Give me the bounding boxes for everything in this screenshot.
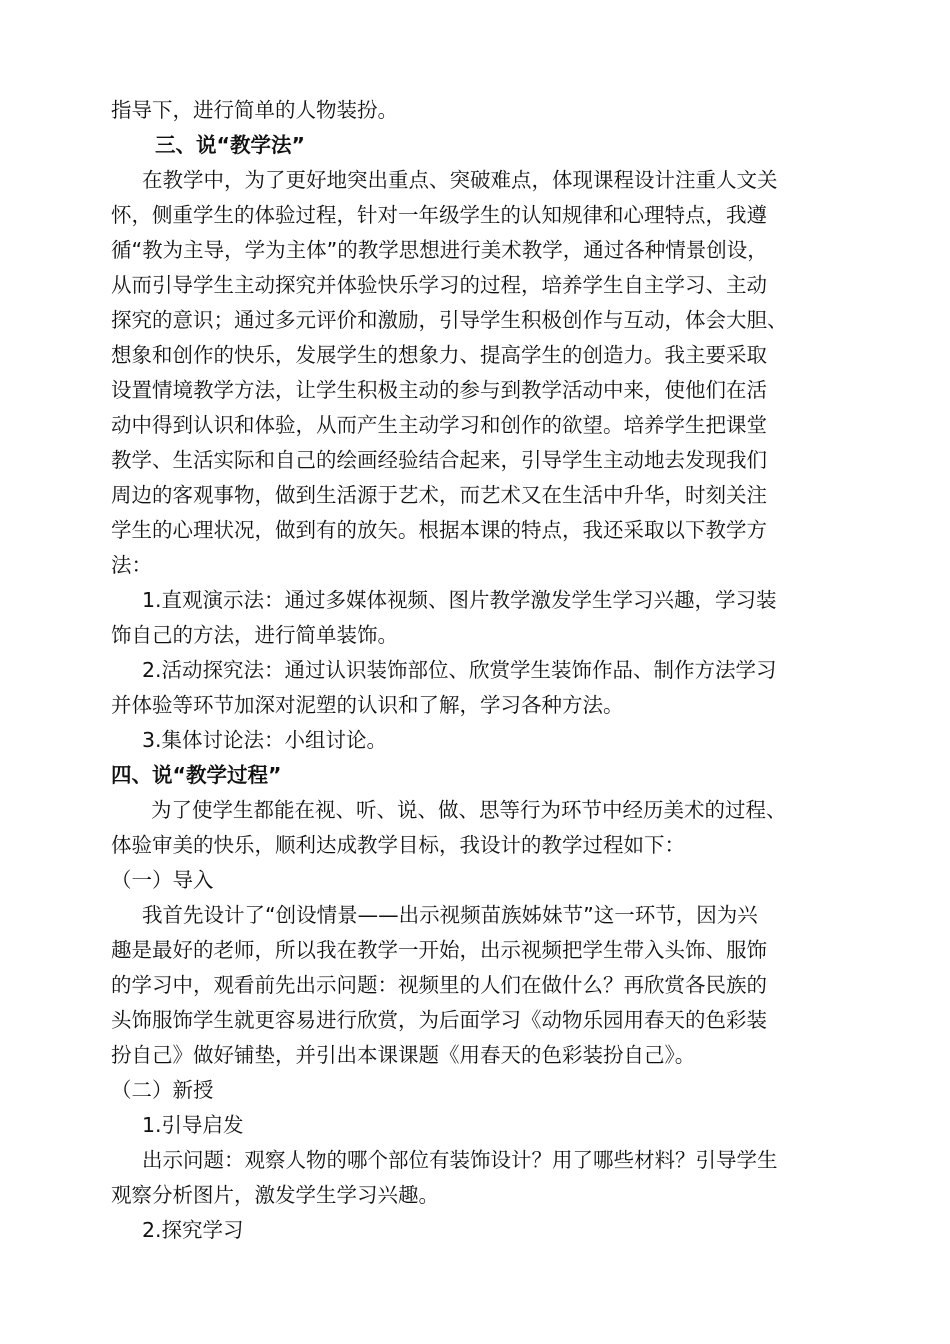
text-line: 的学习中，观看前先出示问题：视频里的人们在做什么？再欣赏各民族的 [111,973,767,997]
list-item: 1.直观演示法：通过多媒体视频、图片教学激发学生学习兴趣，学习装 [142,588,777,612]
text-line: 从而引导学生主动探究并体验快乐学习的过程，培养学生自主学习、主动 [111,273,767,297]
text-line: 教学、生活实际和自己的绘画经验结合起来，引导学生主动地去发现我们 [111,448,767,472]
text-line: 观察分析图片，激发学生学习兴趣。 [111,1183,439,1207]
text-line: 想象和创作的快乐，发展学生的想象力、提高学生的创造力。我主要采取 [111,343,767,367]
text-line: 并体验等环节加深对泥塑的认识和了解，学习各种方法。 [111,693,624,717]
text-line: 我首先设计了“创设情景——出示视频苗族姊妹节”这一环节，因为兴 [142,903,758,927]
text-line: 体验审美的快乐，顺利达成教学目标，我设计的教学过程如下： [111,833,685,857]
text-line: 周边的客观事物，做到生活源于艺术，而艺术又在生活中升华，时刻关注 [111,483,767,507]
text-line: 法： [111,553,152,577]
text-line: 怀，侧重学生的体验过程，针对一年级学生的认知规律和心理特点，我遵 [111,203,767,227]
text-line: 学生的心理状况，做到有的放矢。根据本课的特点，我还采取以下教学方 [111,518,767,542]
text-line: 动中得到认识和体验，从而产生主动学习和创作的欲望。培养学生把课堂 [111,413,767,437]
subsection-heading-new-lesson: （二）新授 [111,1078,214,1102]
text-line: 出示问题：观察人物的哪个部位有装饰设计？用了哪些材料？引导学生 [142,1148,778,1172]
text-line: 饰自己的方法，进行简单装饰。 [111,623,398,647]
text-line: 设置情境教学方法，让学生积极主动的参与到教学活动中来，使他们在活 [111,378,767,402]
list-item: 1.引导启发 [142,1113,244,1137]
subsection-heading-intro: （一）导入 [111,868,214,892]
section-heading-teaching-process: 四、说“教学过程” [111,763,282,787]
list-item: 2.探究学习 [142,1218,244,1242]
text-line: 在教学中，为了更好地突出重点、突破难点，体现课程设计注重人文关 [142,168,778,192]
text-line: 趣是最好的老师，所以我在教学一开始，出示视频把学生带入头饰、服饰 [111,938,767,962]
list-item: 2.活动探究法：通过认识装饰部位、欣赏学生装饰作品、制作方法学习 [142,658,777,682]
text-line: 为了使学生都能在视、听、说、做、思等行为环节中经历美术的过程、 [151,798,787,822]
text-line: 探究的意识；通过多元评价和激励，引导学生积极创作与互动，体会大胆、 [111,308,788,332]
section-heading-teaching-methods: 三、说“教学法” [155,133,305,157]
text-line: 循“教为主导，学为主体”的教学思想进行美术教学，通过各种情景创设， [111,238,768,262]
text-line: 指导下，进行简单的人物装扮。 [111,98,398,122]
list-item: 3.集体讨论法：小组讨论。 [142,728,388,752]
text-line: 扮自己》做好铺垫，并引出本课课题《用春天的色彩装扮自己》。 [111,1043,696,1067]
text-line: 头饰服饰学生就更容易进行欣赏，为后面学习《动物乐园用春天的色彩装 [111,1008,767,1032]
